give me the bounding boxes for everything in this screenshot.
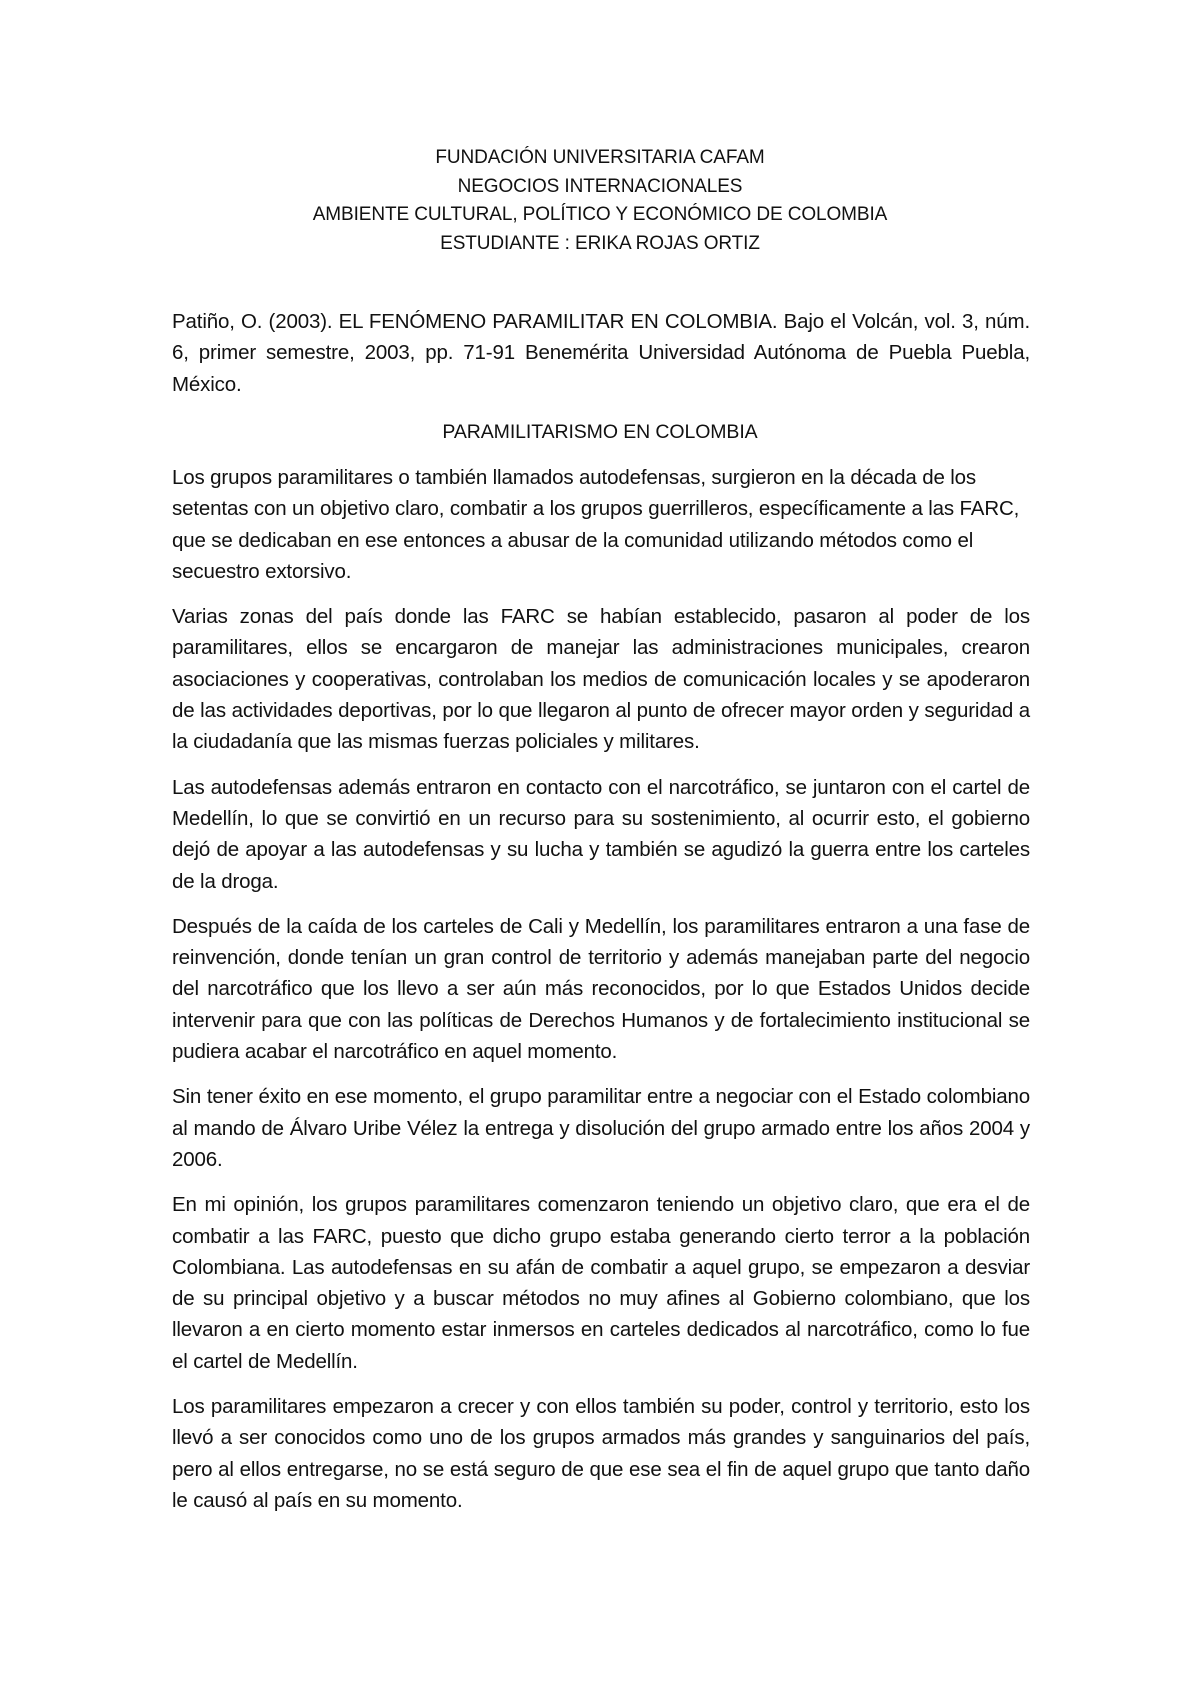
institution-name: FUNDACIÓN UNIVERSITARIA CAFAM	[435, 147, 765, 168]
paragraph: Las autodefensas además entraron en contacto con el narcotráfico, se juntaron con el cartel de Medellín, lo que se convirtió en un recurso para su sostenimiento, al ocurrir esto, el gobierno dejó de apoyar a las autodefensas y su lucha y también se agudizó la guerra entre los carteles de la droga.	[172, 775, 1030, 893]
essay-body	[172, 462, 1030, 1530]
program-name: NEGOCIOS INTERNACIONALES	[457, 175, 743, 197]
paragraph: Los grupos paramilitares o también llamados autodefensas, surgieron en la década de los setentas con un objetivo claro, combatir a los grupos guerrilleros, específicamente a las FARC, que se dedicaban en ese entonces a abusar de la comunidad utilizando métodos como el secuestro extorsivo.	[172, 466, 1020, 583]
course-name: AMBIENTE CULTURAL, POLÍTICO Y ECONÓMICO DE COLOMBIA	[312, 204, 888, 225]
bibliographic-citation: Patiño, O. (2003). EL FENÓMENO PARAMILITAR EN COLOMBIA. Bajo el Volcán, vol. 3, núm. 6, primer semestre, 2003, pp. 71-91 Benemérita Universidad Autónoma de Puebla Puebla, México.	[172, 310, 1030, 396]
document-header	[0, 144, 1200, 258]
paragraph: Varias zonas del país donde las FARC se habían establecido, pasaron al poder de los paramilitares, ellos se encargaron de manejar las administraciones municipales, crearon asociaciones y cooperativas, controlaban los medios de comunicación locales y se apoderaron de las actividades deportivas, por lo que llegaron al punto de ofrecer mayor orden y seguridad a la ciudadanía que las mismas fuerzas policiales y militares.	[172, 605, 1030, 754]
paragraph: Sin tener éxito en ese momento, el grupo paramilitar entre a negociar con el Estado colombiano al mando de Álvaro Uribe Vélez la entrega y disolución del grupo armado entre los años 2004 y 2006.	[172, 1085, 1030, 1171]
paragraph: Después de la caída de los carteles de Cali y Medellín, los paramilitares entraron a una fase de reinvención, donde tenían un gran control de territorio y además manejaban parte del negocio del narcotráfico que los llevo a ser aún más reconocidos, por lo que Estados Unidos decide intervenir para que con las políticas de Derechos Humanos y de fortalecimiento institucional se pudiera acabar el narcotráfico en aquel momento.	[172, 914, 1030, 1064]
paragraph: Los paramilitares empezaron a crecer y con ellos también su poder, control y territorio, esto los llevó a ser conocidos como uno de los grupos armados más grandes y sanguinarios del país, pero al ellos entregarse, no se está seguro de que ese sea el fin de aquel grupo que tanto daño le causó al país en su momento.	[172, 1395, 1030, 1512]
student-name: ESTUDIANTE : ERIKA ROJAS ORTIZ	[440, 232, 760, 254]
section-title: PARAMILITARISMO EN COLOMBIA	[442, 421, 758, 443]
paragraph: En mi opinión, los grupos paramilitares comenzaron teniendo un objetivo claro, que era el de combatir a las FARC, puesto que dicho grupo estaba generando cierto terror a la población Colombiana. Las autodefensas en su afán de combatir a aquel grupo, se empezaron a desviar de su principal objetivo y a buscar métodos no muy afines al Gobierno colombiano, que los llevaron a en cierto momento estar inmersos en carteles dedicados al narcotráfico, como lo fue el cartel de Medellín.	[172, 1193, 1030, 1373]
